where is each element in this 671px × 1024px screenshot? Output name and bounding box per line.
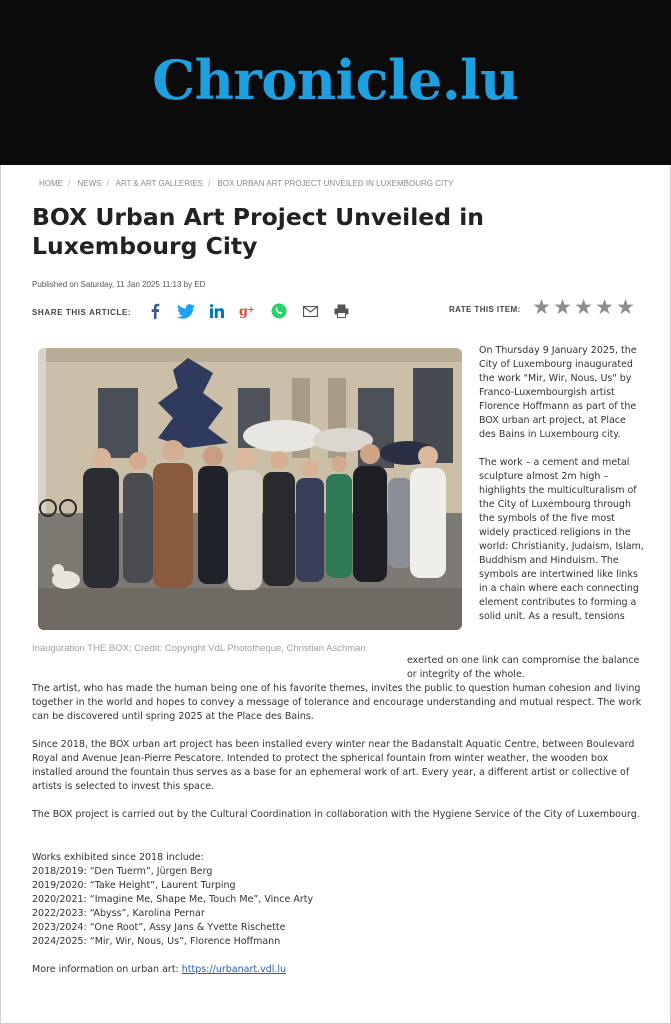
breadcrumb: HOME / NEWS / ART & ART GALLERIES / BOX URBAN ART PROJECT UNVEILED IN LUXEMBOURG CITY xyxy=(39,179,454,188)
more-info xyxy=(32,963,642,977)
twitter-icon[interactable] xyxy=(177,302,195,320)
works-item: 2020/2021: “Imagine Me, Shape Me, Touch Me”, Vince Arty xyxy=(32,894,314,905)
paragraph-3: Since 2018, the BOX urban art project has been installed every winter near the Badanstalt Aquatic Centre, between Boulevard Royal and Avenue Jean-Pierre Pescatore. Intended to protect the spherical fountain from winter weather, the wooden box installed around the fountain thus serves as a base for an ephemeral work of art. Every year, a different artist or collective of artists is selected to invest this space. xyxy=(32,739,635,792)
works-item: 2024/2025: “Mir, Wir, Nous, Us”, Florence Hoffmann xyxy=(32,936,281,947)
works-item: 2018/2019: “Den Tuerm”, Jürgen Berg xyxy=(32,866,213,877)
works-intro: Works exhibited since 2018 include: xyxy=(32,852,204,863)
breadcrumb-art-galleries[interactable]: ART & ART GALLERIES xyxy=(115,179,203,188)
paragraph-1: On Thursday 9 January 2025, the City of Luxembourg inaugurated the work "Mir, Wir, Nous, Us" by Franco-Luxembourgish artist Florence Hoffmann as part of the BOX urban art project, at Place des Bains in Luxembourg city. xyxy=(479,345,637,440)
breadcrumb-current: BOX URBAN ART PROJECT UNVEILED IN LUXEMBOURG CITY xyxy=(217,179,454,188)
rating-star-4[interactable]: ★ xyxy=(595,296,614,319)
works-item: 2022/2023: “Abyss”, Karolina Pernar xyxy=(32,908,205,919)
site-header xyxy=(0,0,671,165)
paragraph-2-end: The artist, who has made the human being one of his favorite themes, invites the public to question human cohesion and living together in the world and hopes to convey a message of tolerance and encourage understanding and mutual respect. The work can be discovered until spring 2025 at the Place des Bains. xyxy=(32,683,642,722)
paragraph-2-start: The work – a cement and metal sculpture almost 2m high – highlights the multiculturalism of the City of Luxembourg through the symbols of the five most widely practiced religions in the world: Christianity, Judaism, Islam, Buddhism and Hinduism. The symbols are intertwined like links in a chain where each connecting element contributes to forming a solid unit. As a result, tensions xyxy=(479,457,644,622)
rating-star-2[interactable]: ★ xyxy=(553,296,572,319)
article-photo xyxy=(38,348,462,630)
more-info-label: More information on urban art: xyxy=(32,964,182,975)
share-label: SHARE THIS ARTICLE: xyxy=(32,308,132,317)
site-logo[interactable]: Chronicle.lu xyxy=(152,48,519,112)
breadcrumb-home[interactable]: HOME xyxy=(39,179,63,188)
works-list xyxy=(32,851,642,949)
google-plus-icon[interactable] xyxy=(239,302,257,320)
works-item: 2019/2020: “Take Height”, Laurent Turping xyxy=(32,880,236,891)
svg-text:g: g xyxy=(239,304,248,318)
svg-text:+: + xyxy=(247,305,255,316)
share-icons xyxy=(146,302,363,320)
rating-star-3[interactable]: ★ xyxy=(574,296,593,319)
rate-label: RATE THIS ITEM: xyxy=(449,305,521,314)
paragraph-4: The BOX project is carried out by the Cultural Coordination in collaboration with the Hygiene Service of the City of Luxembourg. xyxy=(32,809,640,820)
works-item: 2023/2024: “One Root”, Assy Jans & Yvette Rischette xyxy=(32,922,286,933)
rating-stars xyxy=(531,297,636,319)
whatsapp-icon[interactable] xyxy=(270,302,288,320)
paragraph-2-continued: exerted on one link can compromise the balance or integrity of the whole. xyxy=(407,655,640,680)
published-info: Published on Saturday, 11 Jan 2025 11:13 by ED xyxy=(32,280,206,289)
facebook-icon[interactable] xyxy=(146,302,164,320)
rating-star-5[interactable]: ★ xyxy=(616,296,635,319)
linkedin-icon[interactable] xyxy=(208,302,226,320)
print-icon[interactable] xyxy=(332,302,350,320)
urban-art-link[interactable]: https://urbanart.vdl.lu xyxy=(181,964,287,975)
article-title: BOX Urban Art Project Unveiled in Luxembourg City xyxy=(32,203,485,260)
email-icon[interactable] xyxy=(301,302,319,320)
photo-caption: Inauguration THE BOX; Credit: Copyright VdL Phototheque, Christian Aschman xyxy=(32,643,366,654)
rating-star-1[interactable]: ★ xyxy=(532,296,551,319)
breadcrumb-news[interactable]: NEWS xyxy=(77,179,102,188)
article-side-text xyxy=(479,344,644,638)
